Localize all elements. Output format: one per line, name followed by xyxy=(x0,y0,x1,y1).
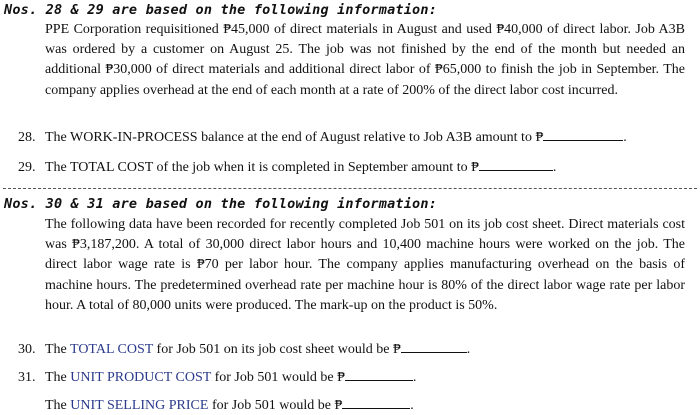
question-end: . xyxy=(552,160,557,175)
question-end: . xyxy=(466,342,471,357)
answer-blank[interactable] xyxy=(342,396,410,409)
highlight-term: UNIT SELLING PRICE xyxy=(70,398,209,413)
question-text-post: for Job 501 on its job cost sheet would be ₱ xyxy=(153,342,401,357)
highlight-term: TOTAL COST xyxy=(70,342,154,357)
section-heading-30-31: Nos. 30 & 31 are based on the following information: xyxy=(4,196,438,212)
question-text-pre: The xyxy=(45,370,71,385)
question-number: 28. xyxy=(18,130,36,145)
question-30 xyxy=(18,340,470,359)
question-end: . xyxy=(623,130,627,145)
question-text-post: for Job 501 would be ₱ xyxy=(208,398,343,413)
question-text: The WORK-IN-PROCESS balance at the end of August relative to Job A3B amount to ₱ xyxy=(45,130,544,145)
question-number: 31. xyxy=(18,370,36,385)
question-text-pre: The xyxy=(45,342,71,357)
answer-blank[interactable] xyxy=(401,340,467,353)
highlight-term: UNIT PRODUCT COST xyxy=(70,370,212,385)
question-29 xyxy=(18,158,556,177)
answer-blank[interactable] xyxy=(543,128,623,141)
answer-blank[interactable] xyxy=(479,158,553,171)
question-31 xyxy=(18,368,416,387)
question-number: 29. xyxy=(18,160,36,175)
info-paragraph-30-31: The following data have been recorded for recently completed Job 501 on its job cost sheet. Direct materials cost was ₱3,187,200. A total of 30,000 direct labor hours and 10,400 machine hours were worked on the job. The direct labor wage rate is ₱70 per labor hour. The company applies manufacturing overhead on the basis of machine hours. The predetermined overhead rate per machine hour is 80% of the direct labor wage rate per labor hour. A total of 80,000 units were produced. The mark-up on the product is 50%. xyxy=(45,217,685,313)
answer-blank[interactable] xyxy=(345,368,413,381)
question-28 xyxy=(18,128,627,147)
dashed-divider xyxy=(3,188,697,189)
question-number: 30. xyxy=(18,342,36,357)
section-heading-28-29: Nos. 28 & 29 are based on the following information: xyxy=(4,2,438,18)
question-unit-selling-price xyxy=(45,396,414,415)
question-text: The TOTAL COST of the job when it is completed in September amount to ₱ xyxy=(45,160,479,175)
question-end: . xyxy=(412,370,417,385)
question-text-pre: The xyxy=(45,398,71,413)
question-end: . xyxy=(410,398,414,413)
info-paragraph-28-29: PPE Corporation requisitioned ₱45,000 of direct materials in August and used ₱40,000 of direct labor. Job A3B was ordered by a customer on August 25. The job was not finished by the end of the month but needed an additional ₱30,000 of direct materials and additional direct labor of ₱65,000 to finish the job in September. The company applies overhead at the end of each month at a rate of 200% of the direct labor cost incurred. xyxy=(45,22,685,98)
question-text-post: for Job 501 would be ₱ xyxy=(211,370,345,385)
